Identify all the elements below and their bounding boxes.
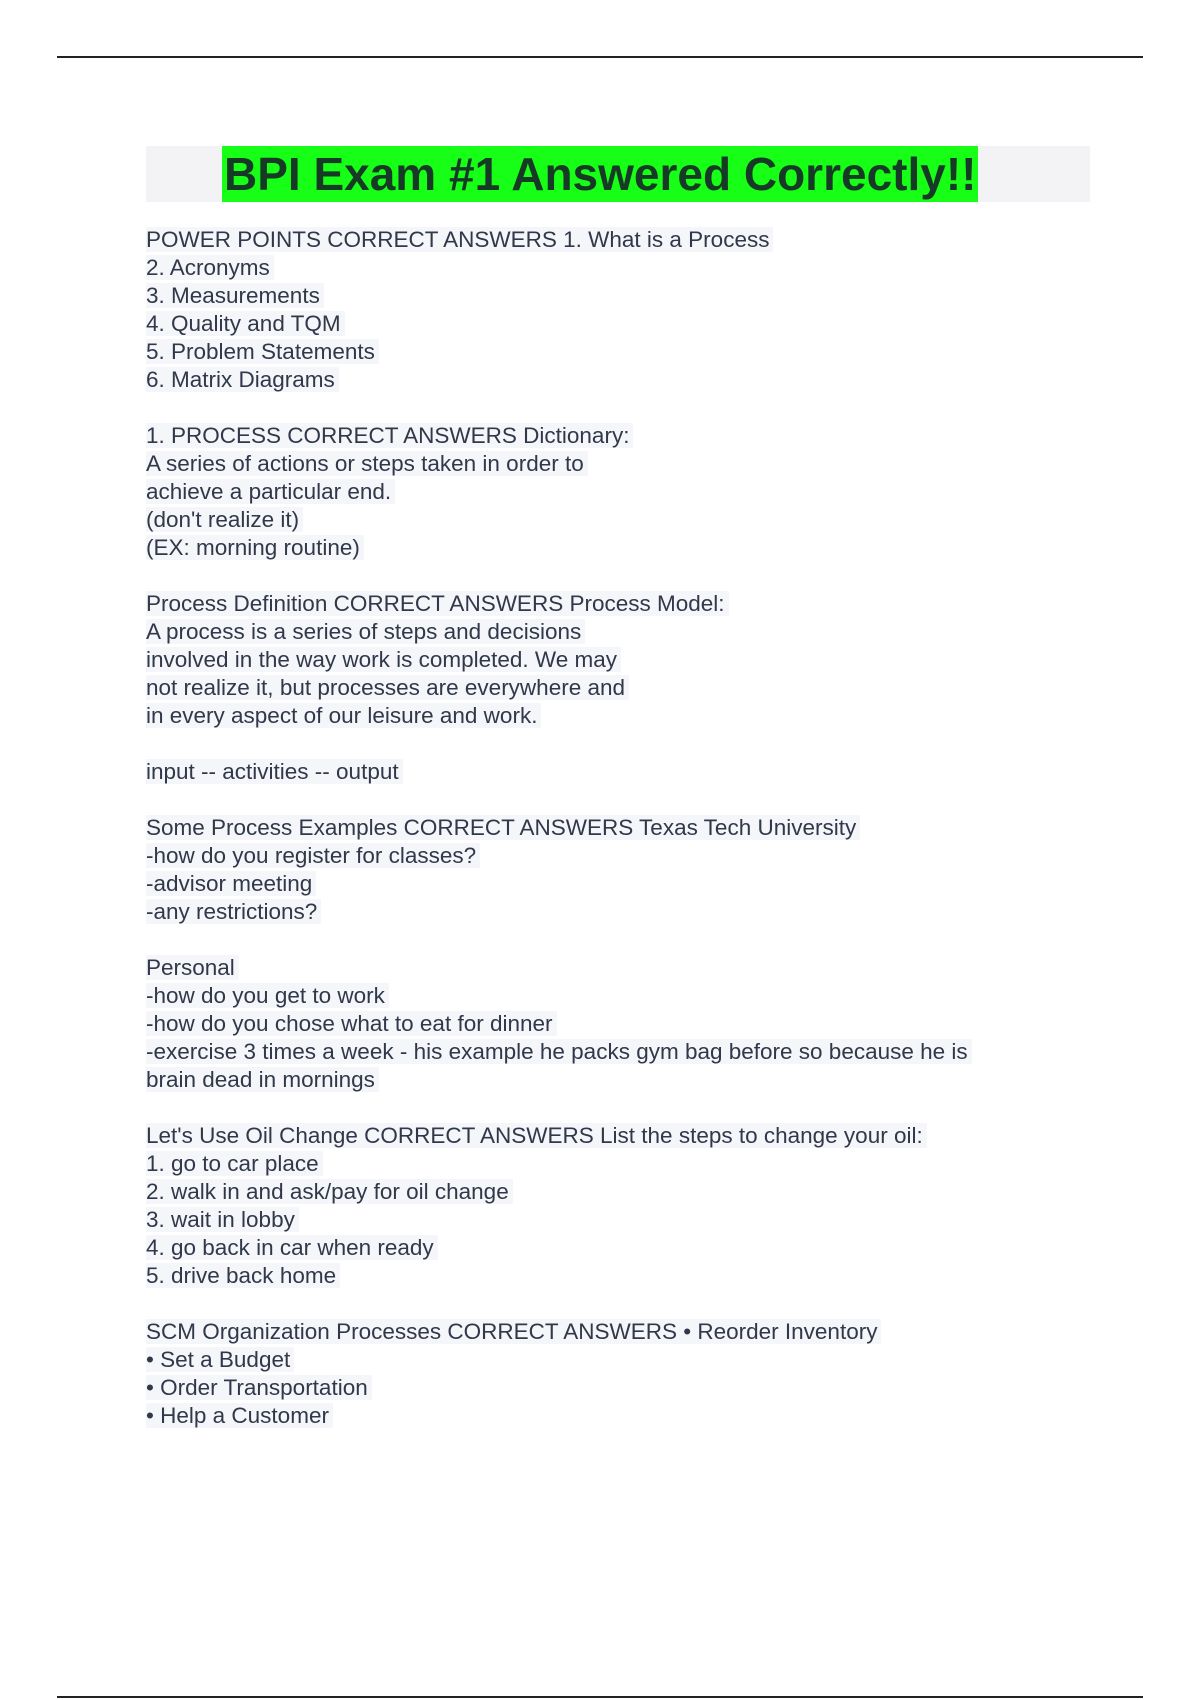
text-line-content: (EX: morning routine) [146,535,364,560]
text-line-content: (don't realize it) [146,507,303,532]
text-line [146,338,1106,366]
text-line-content: • Order Transportation [146,1375,372,1400]
text-line-content: -exercise 3 times a week - his example he packs gym bag before so because he is [146,1039,972,1064]
text-line [146,814,1106,842]
text-line [146,1234,1106,1262]
text-line-content: 2. walk in and ask/pay for oil change [146,1179,513,1204]
text-line [146,1262,1106,1290]
text-block [146,1122,1106,1290]
text-line [146,534,1106,562]
text-line [146,674,1106,702]
text-line-content: 4. Quality and TQM [146,311,345,336]
text-line-content: Process Definition CORRECT ANSWERS Process Model: [146,591,729,616]
text-line [146,1150,1106,1178]
text-line [146,478,1106,506]
text-line-content: 5. drive back home [146,1263,340,1288]
text-line-content: -any restrictions? [146,899,321,924]
text-line [146,1010,1106,1038]
text-line [146,282,1106,310]
text-line [146,1178,1106,1206]
text-line-content: 5. Problem Statements [146,339,379,364]
text-block [146,590,1106,730]
text-line-content: 6. Matrix Diagrams [146,367,339,392]
text-line-content: -how do you chose what to eat for dinner [146,1011,557,1036]
text-line-content: 1. go to car place [146,1151,323,1176]
text-line-content: Let's Use Oil Change CORRECT ANSWERS List the steps to change your oil: [146,1123,927,1148]
text-line-content: Some Process Examples CORRECT ANSWERS Texas Tech University [146,815,860,840]
text-line [146,1038,1106,1066]
text-line [146,226,1106,254]
text-line-content: • Help a Customer [146,1403,333,1428]
text-line [146,366,1106,394]
text-line [146,982,1106,1010]
text-line-content: 2. Acronyms [146,255,274,280]
text-line [146,506,1106,534]
text-block [146,954,1106,1094]
text-line-content: involved in the way work is completed. We may [146,647,621,672]
text-line [146,870,1106,898]
text-line [146,450,1106,478]
text-line [146,1206,1106,1234]
text-line [146,1374,1106,1402]
text-line-content: -how do you register for classes? [146,843,480,868]
text-line [146,1066,1106,1094]
text-line [146,702,1106,730]
text-line-content: achieve a particular end. [146,479,395,504]
text-line-content: • Set a Budget [146,1347,294,1372]
text-line-content: A process is a series of steps and decisions [146,619,585,644]
text-line-content: brain dead in mornings [146,1067,379,1092]
text-line-content: -how do you get to work [146,983,389,1008]
page-bottom-rule [57,1696,1143,1698]
text-block [146,758,1106,786]
text-block [146,814,1106,926]
text-line [146,758,1106,786]
text-line-content: not realize it, but processes are everywhere and [146,675,629,700]
text-line-content: 3. Measurements [146,283,324,308]
text-line-content: POWER POINTS CORRECT ANSWERS 1. What is a Process [146,227,773,252]
text-line [146,310,1106,338]
text-line [146,842,1106,870]
text-line [146,254,1106,282]
text-block [146,1318,1106,1430]
text-line [146,422,1106,450]
text-line-content: 3. wait in lobby [146,1207,299,1232]
text-block [146,226,1106,394]
document-body [146,226,1106,1458]
text-line-content: SCM Organization Processes CORRECT ANSWERS • Reorder Inventory [146,1319,881,1344]
text-line [146,1318,1106,1346]
document-title: BPI Exam #1 Answered Correctly!! [224,148,977,200]
text-line-content: Personal [146,955,239,980]
text-line-content: in every aspect of our leisure and work. [146,703,541,728]
text-line [146,590,1106,618]
text-block [146,422,1106,562]
page-top-rule [57,56,1143,58]
text-line [146,1122,1106,1150]
text-line [146,954,1106,982]
text-line [146,898,1106,926]
text-line [146,646,1106,674]
text-line [146,1402,1106,1430]
text-line-content: -advisor meeting [146,871,316,896]
text-line-content: 4. go back in car when ready [146,1235,438,1260]
text-line-content: input -- activities -- output [146,759,403,784]
text-line-content: 1. PROCESS CORRECT ANSWERS Dictionary: [146,423,633,448]
text-line [146,1346,1106,1374]
text-line [146,618,1106,646]
text-line-content: A series of actions or steps taken in order to [146,451,588,476]
